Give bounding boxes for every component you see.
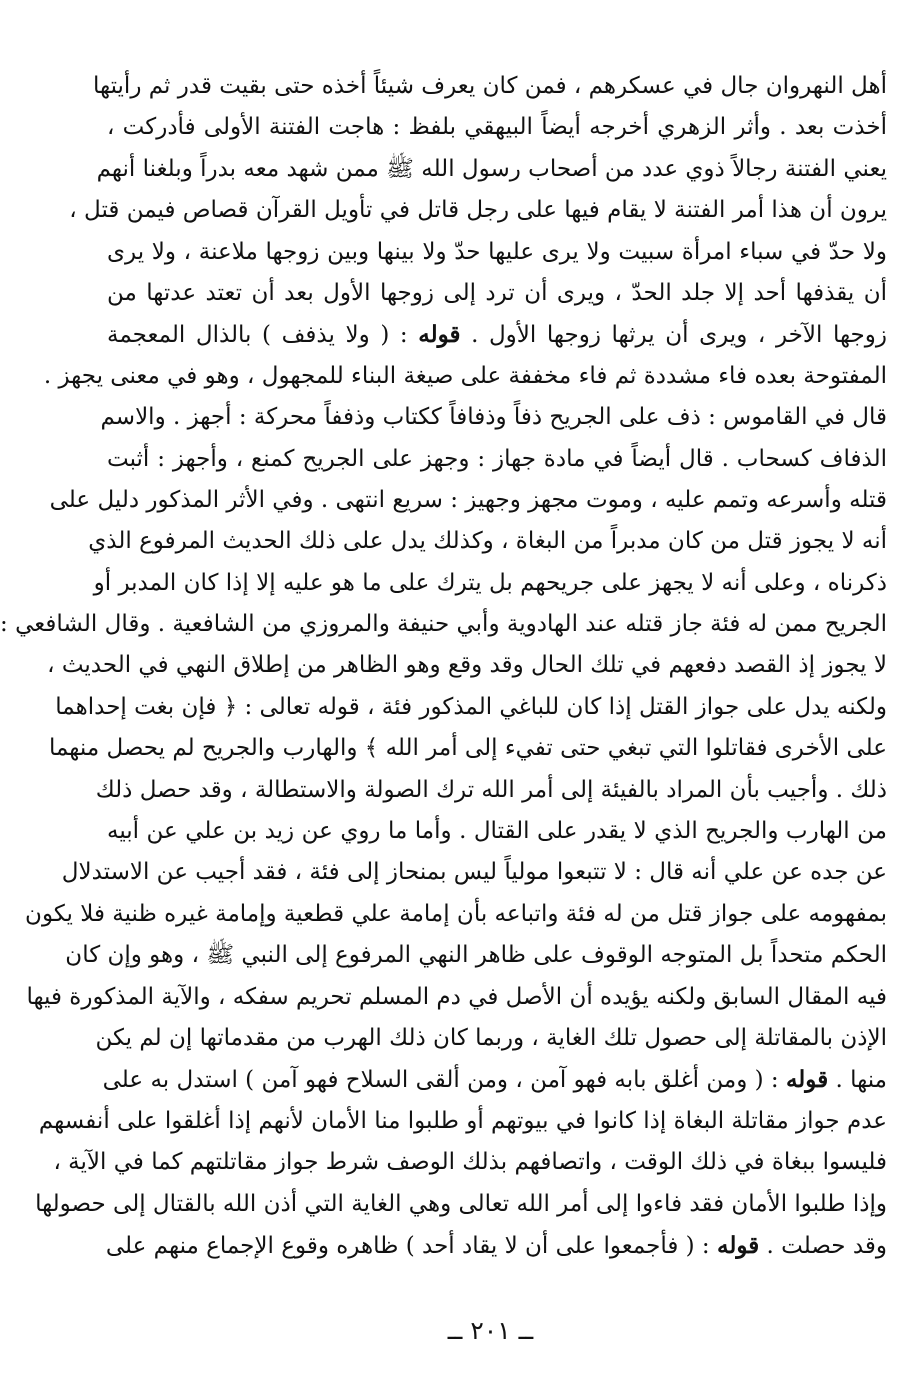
text-line: [61, 852, 887, 893]
body-text: [0, 66, 887, 1266]
text-line: [26, 977, 887, 1018]
text-segment: على الأخرى فقاتلوا التي تبغي حتى تفيء إلى أمر الله ﴾ والهارب والجريح لم يحصل منهما: [48, 735, 887, 762]
text-segment: : ( ولا يذفف ) بالذال المعجمة: [107, 322, 419, 349]
text-segment: عن جده عن علي أنه قال : لا تتبعوا مولياً ليس بمنحاز إلى فئة ، فقد أجيب عن الاستدلال: [61, 859, 887, 886]
text-line: [107, 811, 887, 852]
text-line: [0, 604, 887, 645]
text-segment: عدم جواز مقاتلة البغاة إذا كانوا في بيوتهم أو طلبوا منا الأمان لأنهم إذا أغلقوا على أنفسهم: [38, 1107, 887, 1134]
keyword-qawluh: قوله: [418, 321, 461, 349]
text-segment: قتله وأسرعه وتمم عليه ، وموت مجهز وجهيز : سريع انتهى . وفي الأثر المذكور دليل على: [49, 486, 887, 513]
text-line: [107, 107, 887, 148]
text-line: [93, 563, 887, 604]
text-line: [107, 314, 887, 355]
text-segment: أخذت بعد . وأثر الزهري أخرجه أيضاً البيهقي بلفظ : هاجت الفتنة الأولى فأدركت ،: [107, 114, 887, 141]
text-segment: أهل النهروان جال في عسكرهم ، فمن كان يعرف شيئاً أخذه حتى بقيت قدر ثم رأيتها: [92, 73, 887, 99]
text-segment: فليسوا ببغاة في ذلك الوقت ، واتصافهم بذلك الوصف شرط جواز مقاتلتهم كما في الآية ،: [53, 1149, 887, 1176]
text-segment: قال في القاموس : ذف على الجريح ذفاً وذفافاً ككتاب وذففاً محركة : أجهز . والاسم: [100, 404, 887, 431]
text-line: [43, 356, 887, 397]
text-line: [95, 1018, 887, 1059]
keyword-qawluh: قوله: [717, 1231, 760, 1259]
text-segment: الجريح ممن له فئة جاز قتله عند الهادوية وأبي حنيفة والمروزي من الشافعية . وقال الشافعي :: [0, 611, 887, 638]
text-line: [107, 232, 887, 273]
text-line: [107, 439, 887, 480]
text-segment: لا يجوز إذ القصد دفعهم في تلك الحال وقد وقع وهو الظاهر من إطلاق النهي في الحديث ،: [47, 652, 887, 679]
text-segment: الإذن بالمقاتلة إلى حصول تلك الغاية ، وربما كان ذلك الهرب من مقدماتها إن لم يكن: [95, 1024, 887, 1051]
text-segment: أنه لا يجوز قتل من كان مدبراً من البغاة ، وكذلك يدل على ذلك الحديث المرفوع الذي: [88, 528, 887, 555]
text-line: [35, 1184, 887, 1225]
text-line: [92, 66, 887, 107]
text-segment: : ( فأجمعوا على أن لا يقاد أحد ) ظاهره وقوع الإجماع منهم على: [105, 1232, 717, 1259]
text-line: [53, 1142, 887, 1183]
text-line: [95, 770, 887, 811]
text-line: [100, 397, 887, 438]
text-segment: يعني الفتنة رجالاً ذوي عدد من أصحاب رسول الله ﷺ ممن شهد معه بدراً وبلغنا أنهم: [96, 155, 887, 182]
text-line: [49, 480, 887, 521]
text-line: [88, 521, 887, 562]
page-number: ــ ٢٠١ ــ: [447, 1316, 534, 1345]
text-segment: ولكنه يدل على جواز القتل إذا كان للباغي المذكور فئة ، قوله تعالى : ﴿ فإن بغت إحداهما: [55, 693, 887, 720]
text-line: [107, 1225, 887, 1266]
text-segment: ذكرناه ، وعلى أنه لا يجهز على جريحهم بل يترك على ما هو عليه إلا إذا كان المدبر أو: [93, 569, 887, 596]
text-line: [38, 1101, 887, 1142]
text-segment: : ( ومن أغلق بابه فهو آمن ، ومن ألقى السلاح فهو آمن ) استدل به على: [102, 1067, 786, 1094]
text-line: [55, 687, 887, 728]
text-segment: المفتوحة بعده فاء مشددة ثم فاء مخففة على صيغة البناء للمجهول ، وهو في معنى يجهز .: [43, 362, 887, 389]
text-segment: الحكم متحداً بل المتوجه الوقوف على ظاهر النهي المرفوع إلى النبي ﷺ ، وهو وإن كان: [65, 942, 887, 969]
text-line: [69, 190, 887, 231]
text-segment: ذلك . وأجيب بأن المراد بالفيئة إلى أمر الله ترك الصولة والاستطالة ، وقد حصل ذلك: [95, 776, 887, 803]
text-segment: وقد حصلت .: [759, 1232, 887, 1259]
text-segment: فيه المقال السابق ولكنه يؤيده أن الأصل في دم المسلم تحريم سفكه ، والآية المذكورة فيها: [26, 983, 887, 1010]
text-line: [65, 935, 887, 976]
text-segment: منها .: [828, 1067, 887, 1094]
text-segment: يرون أن هذا أمر الفتنة لا يقام فيها على رجل قاتل في تأويل القرآن قصاص فيمن قتل ،: [69, 197, 887, 224]
text-segment: أن يقذفها أحد إلا جلد الحدّ ، ويرى أن ترد إلى زوجها الأول بعد أن تعتد عدتها من: [107, 279, 887, 306]
text-segment: وإذا طلبوا الأمان فقد فاءوا إلى أمر الله تعالى وهي الغاية التي أذن الله بالقتال إلى حصولها: [35, 1190, 887, 1217]
text-segment: ولا حدّ في سباء امرأة سبيت ولا يرى عليها حدّ ولا بينها وبين زوجها ملاعنة ، ولا يرى: [107, 238, 887, 265]
text-line: [47, 645, 887, 686]
text-segment: الذفاف كسحاب . قال أيضاً في مادة جهاز : وجهز على الجريح كمنع ، وأجهز : أثبت: [107, 445, 887, 472]
page: [0, 66, 887, 1306]
text-line: [48, 728, 887, 769]
text-segment: من الهارب والجريح الذي لا يقدر على القتال . وأما ما روي عن زيد بن علي عن أبيه: [107, 818, 887, 845]
text-line: [102, 1059, 887, 1100]
text-segment: زوجها الآخر ، ويرى أن يرثها زوجها الأول .: [460, 322, 887, 349]
text-line: [25, 894, 887, 935]
text-line: [107, 273, 887, 314]
keyword-qawluh: قوله: [785, 1066, 829, 1094]
text-line: [96, 149, 887, 190]
text-segment: بمفهومه على جواز قتل من له فئة واتباعه بأن إمامة علي قطعية وإمامة غيره ظنية فلا يكون: [25, 900, 887, 927]
